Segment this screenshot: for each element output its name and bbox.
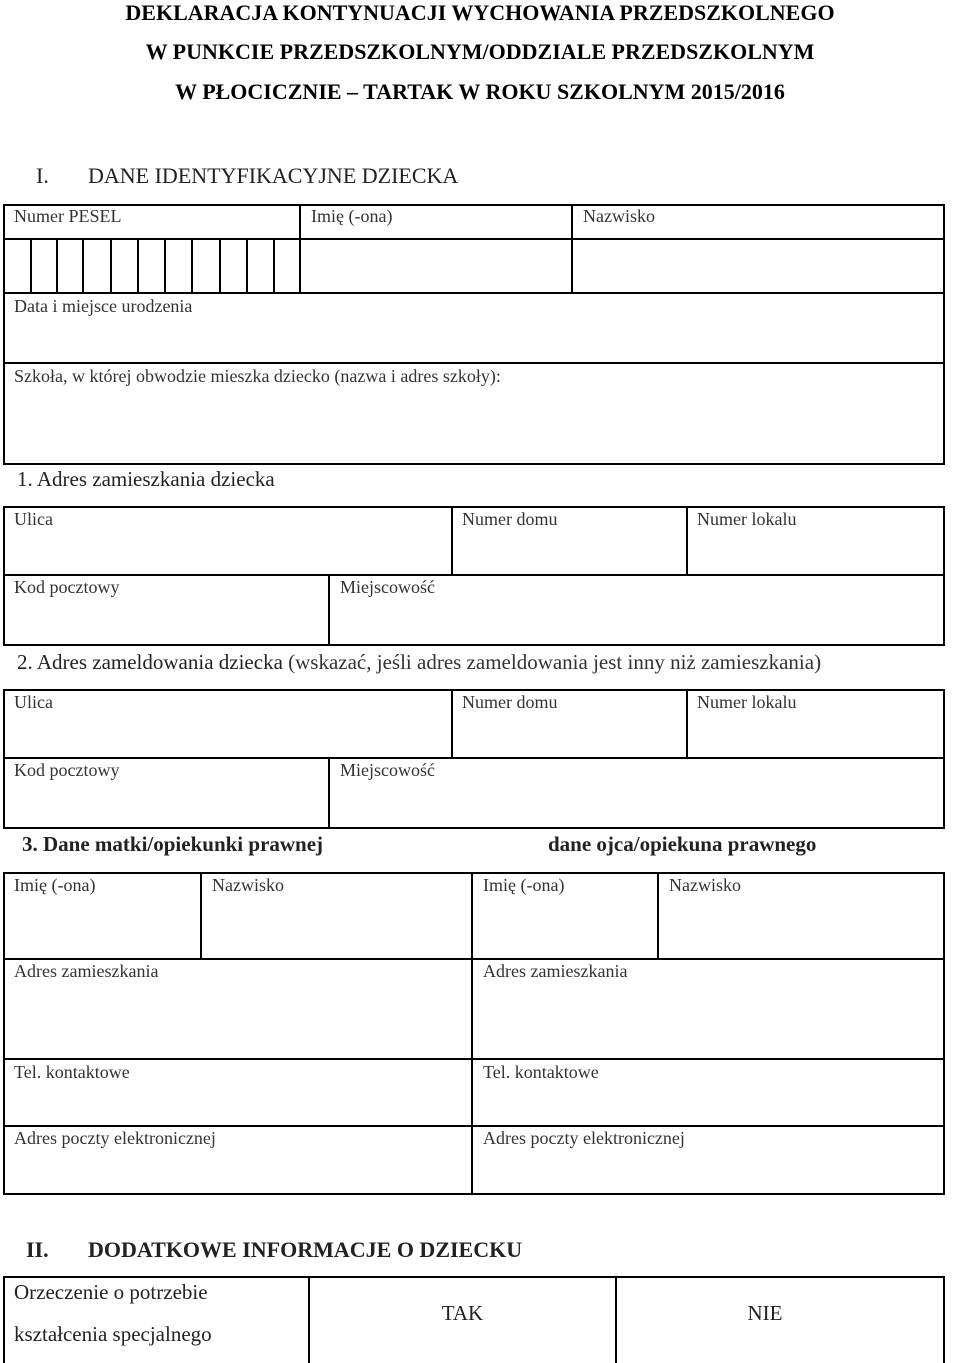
residence-street-field[interactable] <box>5 534 451 574</box>
father-data-title: dane ojca/opiekuna prawnego <box>548 832 817 856</box>
residence-flat-number-label: Numer lokalu <box>697 509 797 529</box>
father-address-label: Adres zamieszkania <box>483 961 628 981</box>
residence-postcode-field[interactable] <box>5 602 328 644</box>
mother-address-label: Adres zamieszkania <box>14 961 159 981</box>
mother-address-field[interactable] <box>5 986 471 1058</box>
document-title-line-2: W PUNKCIE PRZEDSZKOLNYM/ODDZIALE PRZEDSZKOLNYM <box>145 39 815 64</box>
special-education-label-line-1: Orzeczenie o potrzebie <box>14 1280 208 1304</box>
mother-phone-field[interactable] <box>5 1086 471 1125</box>
child-first-name-label: Imię (-ona) <box>311 206 393 226</box>
special-education-no-option[interactable] <box>617 1278 943 1363</box>
mother-last-name-label: Nazwisko <box>212 875 284 895</box>
residence-flat-number-field[interactable] <box>688 534 943 574</box>
mother-email-field[interactable] <box>5 1152 471 1193</box>
registration-flat-number-label: Numer lokalu <box>697 692 797 712</box>
pesel-label: Numer PESEL <box>14 206 122 226</box>
section-1-number: I. <box>36 163 49 188</box>
registration-city-label: Miejscowość <box>340 760 435 780</box>
mother-first-name-label: Imię (-ona) <box>14 875 96 895</box>
residence-city-label: Miejscowość <box>340 577 435 597</box>
district-school-label: Szkoła, w której obwodzie mieszka dziecko (nazwa i adres szkoły): <box>14 366 501 386</box>
child-last-name-field[interactable] <box>573 240 943 292</box>
registration-flat-number-field[interactable] <box>688 717 943 757</box>
residence-city-field[interactable] <box>330 602 943 644</box>
special-education-yes-option[interactable] <box>310 1278 615 1363</box>
district-school-field[interactable] <box>5 392 943 463</box>
section-2-number: II. <box>26 1237 49 1262</box>
section-1-title: DANE IDENTYFIKACYJNE DZIECKA <box>88 163 459 188</box>
birth-date-place-label: Data i miejsce urodzenia <box>14 296 193 316</box>
no-option-label: NIE <box>747 1301 783 1325</box>
section-2-title: DODATKOWE INFORMACJE O DZIECKU <box>88 1237 523 1262</box>
mother-phone-label: Tel. kontaktowe <box>14 1062 130 1082</box>
document-title-line-3: W PŁOCICZNIE – TARTAK W ROKU SZKOLNYM 2015/2016 <box>175 79 785 104</box>
father-email-label: Adres poczty elektronicznej <box>483 1128 685 1148</box>
mother-data-title: 3. Dane matki/opiekunki prawnej <box>22 832 324 856</box>
father-last-name-label: Nazwisko <box>669 875 741 895</box>
residence-house-number-field[interactable] <box>453 534 686 574</box>
mother-email-label: Adres poczty elektronicznej <box>14 1128 216 1148</box>
father-first-name-label: Imię (-ona) <box>483 875 565 895</box>
child-first-name-field[interactable] <box>301 240 571 292</box>
registration-city-field[interactable] <box>330 785 943 827</box>
special-education-label-line-2: kształcenia specjalnego <box>14 1322 212 1346</box>
father-address-field[interactable] <box>473 986 943 1058</box>
registration-address-title: 2. Adres zameldowania dziecka (wskazać, jeśli adres zameldowania jest inny niż zamieszkania) <box>17 650 822 674</box>
father-email-field[interactable] <box>473 1152 943 1193</box>
registration-postcode-label: Kod pocztowy <box>14 760 120 780</box>
father-last-name-field[interactable] <box>659 900 943 958</box>
yes-option-label: TAK <box>441 1301 484 1325</box>
father-first-name-field[interactable] <box>473 900 657 958</box>
residence-street-label: Ulica <box>14 509 53 529</box>
birth-date-place-field[interactable] <box>5 320 943 362</box>
mother-first-name-field[interactable] <box>5 900 200 958</box>
residence-postcode-label: Kod pocztowy <box>14 577 120 597</box>
child-last-name-label: Nazwisko <box>583 206 655 226</box>
registration-street-label: Ulica <box>14 692 53 712</box>
father-phone-label: Tel. kontaktowe <box>483 1062 599 1082</box>
registration-house-number-field[interactable] <box>453 717 686 757</box>
residence-house-number-label: Numer domu <box>462 509 558 529</box>
mother-last-name-field[interactable] <box>202 900 471 958</box>
document-title-line-1: DEKLARACJA KONTYNUACJI WYCHOWANIA PRZEDSZKOLNEGO <box>125 0 835 25</box>
registration-postcode-field[interactable] <box>5 785 328 827</box>
residence-address-title: 1. Adres zamieszkania dziecka <box>17 467 275 491</box>
registration-house-number-label: Numer domu <box>462 692 558 712</box>
father-phone-field[interactable] <box>473 1086 943 1125</box>
registration-street-field[interactable] <box>5 717 451 757</box>
